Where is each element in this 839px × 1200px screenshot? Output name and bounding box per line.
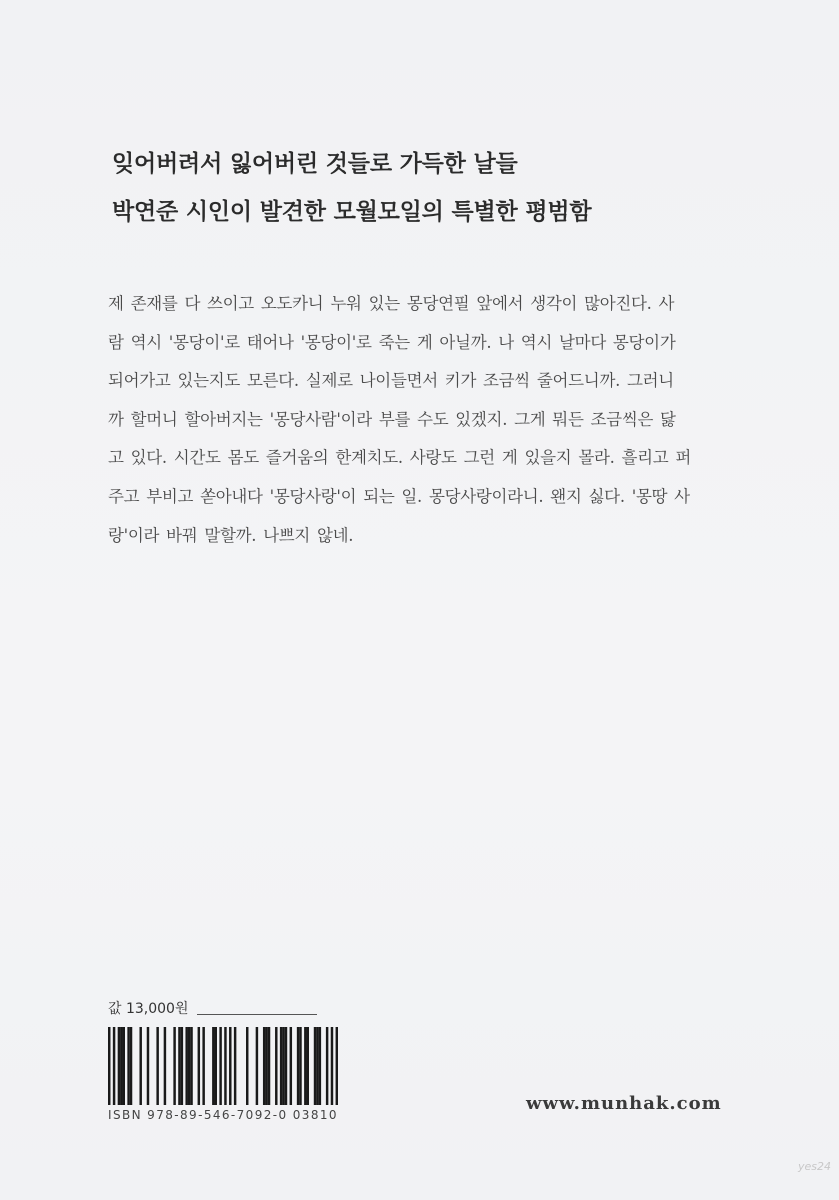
barcode-bar	[181, 1027, 183, 1105]
barcode-bar	[316, 1027, 318, 1105]
price-underline	[197, 1014, 317, 1015]
headline	[112, 140, 752, 236]
barcode-bar	[212, 1027, 214, 1105]
barcode-bar	[234, 1027, 236, 1105]
barcode-bar	[202, 1027, 204, 1105]
barcode-bar	[198, 1027, 200, 1105]
barcode-bar	[326, 1027, 328, 1105]
blurb-line-5: 고 있다. 시간도 몸도 즐거움의 한계치도. 사랑도 그런 게 있을지 몰라. 흘리고 퍼	[108, 448, 691, 468]
barcode-bar	[265, 1027, 267, 1105]
barcode-bar	[290, 1027, 292, 1105]
blurb-line-6: 주고 부비고 쏟아내다 '몽당사랑'이 되는 일. 몽당사랑이라니. 왠지 싫다. '몽땅 사	[108, 486, 690, 506]
blurb-line-2: 람 역시 '몽당이'로 태어나 '몽당이'로 죽는 게 아닐까. 나 역시 날마다 몽당이가	[108, 332, 676, 352]
barcode-bar	[123, 1027, 125, 1105]
barcode-bar	[299, 1027, 301, 1105]
barcode-bar	[173, 1027, 175, 1105]
blurb-line-4: 까 할머니 할아버지는 '몽당사람'이라 부를 수도 있겠지. 그게 뭐든 조금씩은 닳	[108, 409, 676, 429]
barcode-bar	[156, 1027, 158, 1105]
barcode-bar	[224, 1027, 226, 1105]
barcode-bar	[113, 1027, 115, 1105]
barcode-bar	[275, 1027, 277, 1105]
isbn-number: ISBN 978-89-546-7092-0 03810	[108, 1108, 338, 1122]
barcode-bar	[319, 1027, 321, 1105]
barcode-bar	[263, 1027, 265, 1105]
barcode-bar	[219, 1027, 221, 1105]
headline-line-2: 박연준 시인이 발견한 모월모일의 특별한 평범함	[112, 199, 592, 225]
isbn-barcode	[108, 1027, 338, 1105]
blurb-line-3: 되어가고 있는지도 모른다. 실제로 나이들면서 키가 조금씩 줄어드니까. 그러니	[108, 371, 674, 391]
barcode-bar	[190, 1027, 192, 1105]
barcode-bar	[118, 1027, 120, 1105]
price	[108, 998, 317, 1018]
blurb-line-7: 랑'이라 바꿔 말할까. 나쁘지 않네.	[108, 525, 354, 545]
barcode-bar	[268, 1027, 270, 1105]
barcode-bar	[256, 1027, 258, 1105]
barcode-bar	[229, 1027, 231, 1105]
barcode-bar	[185, 1027, 187, 1105]
barcode-bar	[314, 1027, 316, 1105]
barcode-bar	[331, 1027, 333, 1105]
barcode-bar	[307, 1027, 309, 1105]
barcode-bar	[108, 1027, 110, 1105]
barcode-bar	[336, 1027, 338, 1105]
barcode-bar	[130, 1027, 132, 1105]
blurb-text	[108, 285, 748, 555]
barcode-bar	[297, 1027, 299, 1105]
barcode-bar	[164, 1027, 166, 1105]
headline-line-1: 잊어버려서 잃어버린 것들로 가득한 날들	[112, 151, 518, 177]
barcode-bar	[188, 1027, 190, 1105]
barcode-bar	[285, 1027, 287, 1105]
barcode-bar	[147, 1027, 149, 1105]
barcode-bar	[280, 1027, 282, 1105]
barcode-bar	[215, 1027, 217, 1105]
barcode-bar	[120, 1027, 122, 1105]
barcode-bar	[246, 1027, 248, 1105]
watermark: yes24	[798, 1160, 832, 1173]
price-label: 값 13,000원	[108, 1001, 189, 1017]
barcode-bar	[282, 1027, 284, 1105]
barcode-bar	[304, 1027, 306, 1105]
blurb-line-1: 제 존재를 다 쓰이고 오도카니 누워 있는 몽당연필 앞에서 생각이 많아진다. 사	[108, 294, 675, 313]
barcode-bar	[139, 1027, 141, 1105]
barcode-bar	[127, 1027, 129, 1105]
barcode-bar	[178, 1027, 180, 1105]
publisher-url: www.munhak.com	[526, 1093, 722, 1114]
